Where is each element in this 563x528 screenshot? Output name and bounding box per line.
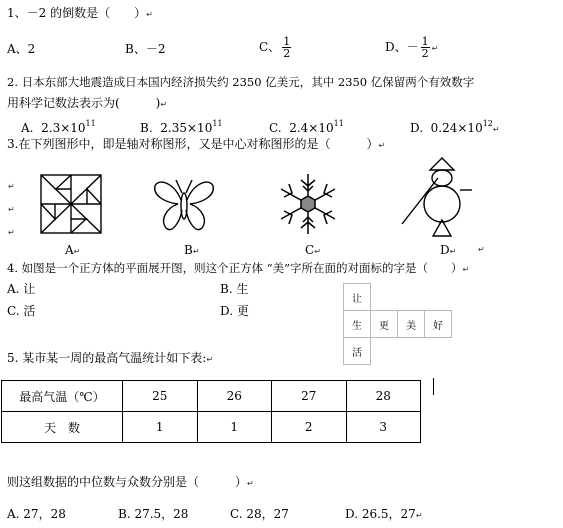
row-header: 天 数 — [2, 412, 123, 443]
table-cell: 27 — [272, 381, 347, 412]
table-row — [2, 412, 421, 443]
q1-option-b: B、－2 — [125, 42, 166, 56]
paragraph-mark-icon: ↵ — [431, 44, 439, 53]
q5-option-c: C. 28，27 — [230, 507, 289, 521]
table-cell: 28 — [346, 381, 421, 412]
q5-option-d: D. 26.5，27↵ — [345, 507, 423, 521]
paragraph-mark-icon: ↵ — [146, 10, 153, 19]
figure-c-label: C↵ — [305, 243, 321, 257]
paragraph-mark-icon: ↵ — [378, 141, 386, 150]
q1-option-a: A、2 — [7, 42, 36, 56]
table-cell: 25 — [123, 381, 198, 412]
q4-stem: 4. 如图是一个正方体的平面展开图，则这个正方体 “美”字所在面的对面标的字是（ ）↵ — [7, 261, 470, 275]
text-cursor — [433, 378, 434, 395]
q5-question: 则这组数据的中位数与众数分别是（ ）↵ — [7, 475, 254, 489]
temperature-table — [1, 380, 421, 443]
paragraph-mark-icon: ↵ — [8, 228, 15, 237]
q4-option-a: A. 让 — [7, 282, 36, 296]
q2-option-c: C. $2.4\times 10^{11}$ — [269, 119, 344, 135]
table-cell: 1 — [197, 412, 272, 443]
table-cell: 2 — [272, 412, 347, 443]
snowflake-icon — [272, 172, 344, 236]
q2-option-b: B. $2.35\times 10^{11}$ — [140, 119, 223, 135]
net-face: 美 — [398, 311, 425, 338]
paragraph-mark-icon: ↵ — [8, 205, 15, 214]
net-face: 好 — [425, 311, 452, 338]
table-row — [2, 381, 421, 412]
q2-stem-line2: 用科学记数法表示为( )↵ — [7, 96, 168, 110]
q2-stem-line1: 2. 日本东部大地震造成日本国内经济损失约 2350 亿美元，其中 2350 亿保留两个有效数字 — [7, 75, 475, 89]
q5-stem: 5. 某市某一周的最高气温统计如下表:↵ — [7, 351, 214, 365]
fraction: $\frac{1}{2}$ — [283, 35, 291, 60]
snowman-icon — [400, 156, 480, 242]
table-cell: 1 — [123, 412, 198, 443]
row-header: 最高气温（℃） — [2, 381, 123, 412]
table-cell: 26 — [197, 381, 272, 412]
q3-stem: 3.在下列图形中，即是轴对称图形，又是中心对称图形的是（ ）↵ — [7, 137, 386, 151]
paragraph-mark-icon: ↵ — [247, 479, 254, 488]
net-face: 更 — [371, 311, 398, 338]
q1-option-d: D、－ $\frac{1}{2}$ ↵ — [385, 35, 439, 60]
net-face: 活 — [344, 338, 371, 365]
q1-option-c: C、 $\frac{1}{2}$ — [259, 35, 291, 60]
paragraph-mark-icon: ↵ — [160, 100, 168, 109]
paragraph-mark-icon: ↵ — [8, 182, 15, 191]
paragraph-mark-icon: ↵ — [206, 355, 214, 364]
q4-option-b: B. 生 — [220, 282, 249, 296]
net-face: 让 — [344, 284, 371, 311]
net-face: 生 — [344, 311, 371, 338]
figure-d-label: D↵ — [440, 243, 457, 257]
butterfly-icon — [152, 176, 216, 234]
paragraph-mark-icon: ↵ — [415, 511, 423, 520]
q4-option-d: D. 更 — [220, 304, 249, 318]
q5-option-b: B. 27.5，28 — [118, 507, 189, 521]
q5-option-a: A. 27，28 — [7, 507, 66, 521]
paragraph-mark-icon: ↵ — [462, 265, 470, 274]
figure-a-label: A↵ — [65, 243, 81, 257]
q4-option-c: C. 活 — [7, 304, 36, 318]
paragraph-mark-icon: ↵ — [478, 245, 485, 254]
q2-option-a: A. $2.3\times 10^{11}$ — [21, 119, 96, 135]
q2-option-d: D. $0.24\times 10^{12}↵$ — [410, 119, 500, 135]
cube-net — [343, 283, 452, 365]
pinwheel-icon — [38, 172, 104, 236]
figure-b-label: B↵ — [184, 243, 200, 257]
fraction: $\frac{1}{2}$ — [421, 35, 429, 60]
table-cell: 3 — [346, 412, 421, 443]
q1-stem: 1、－2 的倒数是（ ）↵ — [7, 6, 153, 20]
paragraph-mark-icon: ↵ — [492, 125, 500, 134]
